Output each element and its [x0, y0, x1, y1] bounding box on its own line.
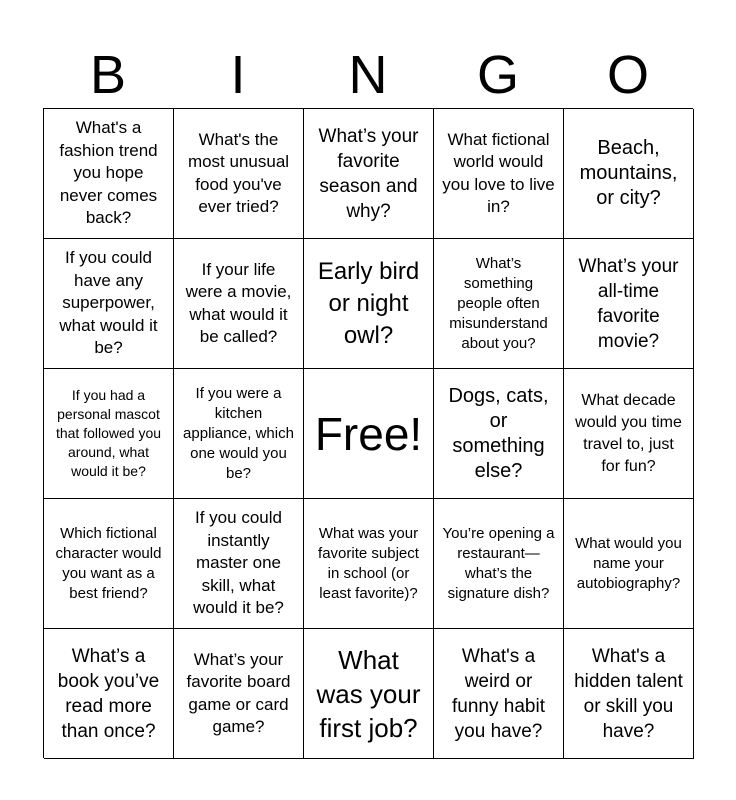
header-letter-i: I: [230, 45, 246, 105]
cell-text: If your life were a movie, what would it be called?: [185, 259, 292, 346]
bingo-cell[interactable]: [564, 239, 694, 369]
cell-text: You’re opening a restaurant—what’s the signature dish?: [442, 524, 555, 602]
bingo-cell[interactable]: [174, 369, 304, 499]
bingo-cell[interactable]: [564, 109, 694, 239]
bingo-cell[interactable]: [434, 109, 564, 239]
cell-text: What’s your favorite board game or card game?: [186, 649, 291, 736]
bingo-cell[interactable]: [304, 239, 434, 369]
bingo-cell[interactable]: [44, 369, 174, 499]
bingo-cell[interactable]: [434, 239, 564, 369]
bingo-cell[interactable]: [44, 629, 174, 759]
cell-text: What decade would you time travel to, just for fun?: [575, 391, 682, 475]
cell-text: What’s something people often misunderstand about you?: [449, 254, 548, 352]
cell-text: Which fictional character would you want as a best friend?: [55, 524, 162, 602]
bingo-cell[interactable]: [174, 499, 304, 629]
header-letter-g: G: [476, 45, 519, 105]
cell-text: What’s your favorite season and why?: [318, 125, 419, 222]
header-letter-b: B: [89, 45, 127, 105]
header-letter-n: N: [348, 45, 388, 105]
cell-text: What was your favorite subject in school (or least favorite)?: [318, 524, 419, 602]
bingo-cell[interactable]: [174, 239, 304, 369]
bingo-cell[interactable]: [44, 239, 174, 369]
cell-text: What was your first job?: [316, 644, 421, 743]
cell-text: If you were a kitchen appliance, which one would you be?: [183, 384, 294, 482]
free-space[interactable]: [304, 369, 434, 499]
bingo-cell[interactable]: [564, 499, 694, 629]
cell-text: What's a hidden talent or skill you have?: [574, 645, 683, 742]
cell-text: What fictional world would you love to live in?: [442, 129, 555, 216]
cell-text: What's a weird or funny habit you have?: [452, 645, 545, 742]
cell-text: Early bird or night owl?: [317, 257, 420, 349]
cell-text: What’s your all-time favorite movie?: [578, 255, 679, 352]
bingo-cell[interactable]: [304, 499, 434, 629]
cell-text: If you had a personal mascot that followed you around, what would it be?: [55, 387, 162, 479]
free-space-text: Free!: [314, 407, 423, 460]
bingo-cell[interactable]: [174, 109, 304, 239]
bingo-board: [43, 108, 693, 758]
cell-text: Beach, mountains, or city?: [579, 137, 678, 209]
cell-text: What's a fashion trend you hope never comes back?: [59, 118, 158, 228]
cell-text: What’s a book you’ve read more than once?: [57, 645, 160, 742]
cell-text: What would you name your autobiography?: [575, 534, 682, 592]
bingo-cell[interactable]: [434, 499, 564, 629]
bingo-cell[interactable]: [44, 499, 174, 629]
bingo-cell[interactable]: [434, 629, 564, 759]
header-letter-o: O: [606, 45, 649, 105]
cell-text: What's the most unusual food you've ever tried?: [187, 129, 290, 216]
bingo-cell[interactable]: [44, 109, 174, 239]
bingo-cell[interactable]: [434, 369, 564, 499]
bingo-header: [43, 42, 693, 108]
cell-text: If you could instantly master one skill, what would it be?: [193, 508, 284, 618]
bingo-cell[interactable]: [174, 629, 304, 759]
cell-text: Dogs, cats, or something else?: [448, 384, 549, 482]
bingo-cell[interactable]: [564, 629, 694, 759]
cell-text: If you could have any superpower, what would it be?: [59, 248, 158, 358]
bingo-cell[interactable]: [304, 109, 434, 239]
bingo-cell[interactable]: [564, 369, 694, 499]
bingo-cell[interactable]: [304, 629, 434, 759]
